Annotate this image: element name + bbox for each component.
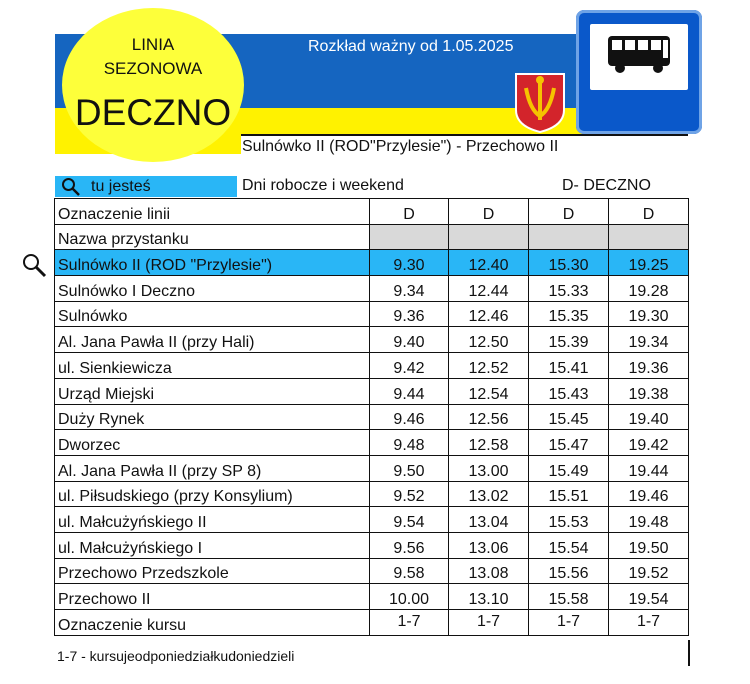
course-code-cell: 1-7: [370, 610, 449, 636]
departure-time: 15.47: [529, 430, 609, 456]
route-description: [241, 134, 688, 158]
course-code-cell: 1-7: [609, 610, 689, 636]
stop-row: [55, 301, 689, 327]
departure-time: 9.40: [370, 327, 449, 353]
stop-name: ul. Małcużyńskiego II: [55, 507, 370, 533]
stop-name: Dworzec: [55, 430, 370, 456]
departure-time: 13.00: [449, 455, 529, 481]
departure-time: 19.54: [609, 584, 689, 610]
badge-line2: SEZONOWA: [103, 59, 203, 78]
departure-time: 19.34: [609, 327, 689, 353]
stop-name: Sulnówko I Deczno: [55, 276, 370, 302]
departure-time: 15.39: [529, 327, 609, 353]
stop-name: Przechowo II: [55, 584, 370, 610]
line-badge: [62, 8, 244, 162]
you-are-here-label: [55, 176, 237, 197]
departure-time: 15.35: [529, 301, 609, 327]
departure-time: 12.58: [449, 430, 529, 456]
departure-time: 15.45: [529, 404, 609, 430]
departure-time: 13.02: [449, 481, 529, 507]
stop-name: Urząd Miejski: [55, 378, 370, 404]
departure-time: 15.54: [529, 532, 609, 558]
magnifier-icon: [61, 177, 81, 197]
departure-time: 9.34: [370, 276, 449, 302]
departure-time: 19.52: [609, 558, 689, 584]
departure-time: 19.46: [609, 481, 689, 507]
line-code-cell: D: [370, 199, 449, 225]
stop-row: [55, 481, 689, 507]
empty-cell: [370, 224, 449, 250]
departure-time: 15.33: [529, 276, 609, 302]
departure-time: 19.38: [609, 378, 689, 404]
line-code-cell: D: [449, 199, 529, 225]
stop-row: [55, 353, 689, 379]
departure-time: 9.54: [370, 507, 449, 533]
service-days: Dni robocze i weekend: [242, 177, 404, 194]
departure-time: 13.04: [449, 507, 529, 533]
departure-time: 19.28: [609, 276, 689, 302]
departure-time: 9.44: [370, 378, 449, 404]
departure-time: 15.51: [529, 481, 609, 507]
departure-time: 19.30: [609, 301, 689, 327]
departure-time: 9.52: [370, 481, 449, 507]
empty-cell: [529, 224, 609, 250]
stop-row: [55, 327, 689, 353]
legend-note: 1-7 - kursujeodponiedziałkudoniedzieli: [57, 648, 295, 664]
departure-time: 15.58: [529, 584, 609, 610]
departure-time: 15.53: [529, 507, 609, 533]
stop-name: Duży Rynek: [55, 404, 370, 430]
departure-time: 10.00: [370, 584, 449, 610]
departure-time: 9.56: [370, 532, 449, 558]
stop-name: Al. Jana Pawła II (przy Hali): [55, 327, 370, 353]
departure-time: 12.40: [449, 250, 529, 276]
line-code-cell: D: [609, 199, 689, 225]
badge-line1: LINIA: [131, 35, 175, 54]
departure-time: 15.43: [529, 378, 609, 404]
departure-time: 9.36: [370, 301, 449, 327]
stop-row: [55, 558, 689, 584]
departure-time: 19.40: [609, 404, 689, 430]
stop-name: Sulnówko: [55, 301, 370, 327]
departure-time: 19.48: [609, 507, 689, 533]
bus-stop-sign-icon: [576, 10, 702, 134]
departure-time: 9.42: [370, 353, 449, 379]
table-border-extension: [688, 640, 690, 666]
row-label: Nazwa przystanku: [55, 224, 370, 250]
departure-time: 15.30: [529, 250, 609, 276]
departure-time: 15.41: [529, 353, 609, 379]
departure-time: 9.30: [370, 250, 449, 276]
departure-time: 15.56: [529, 558, 609, 584]
empty-cell: [609, 224, 689, 250]
empty-cell: [449, 224, 529, 250]
route-text: Sulnówko II (ROD"Przylesie") - Przechowo II: [242, 138, 559, 155]
departure-time: 15.49: [529, 455, 609, 481]
stop-name: Przechowo Przedszkole: [55, 558, 370, 584]
course-code-cell: 1-7: [529, 610, 609, 636]
magnifier-icon: [22, 253, 48, 279]
departure-time: 12.50: [449, 327, 529, 353]
validity-date: Rozkład ważny od 1.05.2025: [308, 38, 514, 55]
departure-time: 12.44: [449, 276, 529, 302]
stop-row: [55, 455, 689, 481]
departure-time: 19.36: [609, 353, 689, 379]
stop-name: ul. Sienkiewicza: [55, 353, 370, 379]
stop-row: [55, 378, 689, 404]
stop-row: [55, 276, 689, 302]
stop-row: [55, 532, 689, 558]
departure-time: 19.44: [609, 455, 689, 481]
line-codes-row: [55, 199, 689, 225]
stop-name: Al. Jana Pawła II (przy SP 8): [55, 455, 370, 481]
badge-line-name: DECZNO: [74, 92, 232, 133]
stop-row: [55, 507, 689, 533]
timetable: [54, 198, 689, 636]
stop-row: [55, 404, 689, 430]
coat-of-arms-icon: [512, 70, 568, 134]
line-code: D- DECZNO: [562, 177, 651, 194]
course-codes-row: [55, 610, 689, 636]
departure-time: 19.25: [609, 250, 689, 276]
stop-row: [55, 584, 689, 610]
stop-name: ul. Małcużyńskiego I: [55, 532, 370, 558]
departure-time: 19.50: [609, 532, 689, 558]
row-label: Oznaczenie kursu: [55, 610, 370, 636]
stop-name: Sulnówko II (ROD "Przylesie"): [55, 250, 370, 276]
departure-time: 9.46: [370, 404, 449, 430]
line-code-cell: D: [529, 199, 609, 225]
stop-name: ul. Piłsudskiego (przy Konsylium): [55, 481, 370, 507]
stop-name-header-row: [55, 224, 689, 250]
stop-row-current: [55, 250, 689, 276]
stop-row: [55, 430, 689, 456]
departure-time: 9.50: [370, 455, 449, 481]
departure-time: 12.52: [449, 353, 529, 379]
departure-time: 9.58: [370, 558, 449, 584]
departure-time: 13.08: [449, 558, 529, 584]
departure-time: 12.54: [449, 378, 529, 404]
departure-time: 19.42: [609, 430, 689, 456]
departure-time: 13.06: [449, 532, 529, 558]
departure-time: 13.10: [449, 584, 529, 610]
departure-time: 12.56: [449, 404, 529, 430]
row-label: Oznaczenie linii: [55, 199, 370, 225]
course-code-cell: 1-7: [449, 610, 529, 636]
departure-time: 12.46: [449, 301, 529, 327]
you-are-here-text: tu jesteś: [91, 178, 151, 195]
departure-time: 9.48: [370, 430, 449, 456]
